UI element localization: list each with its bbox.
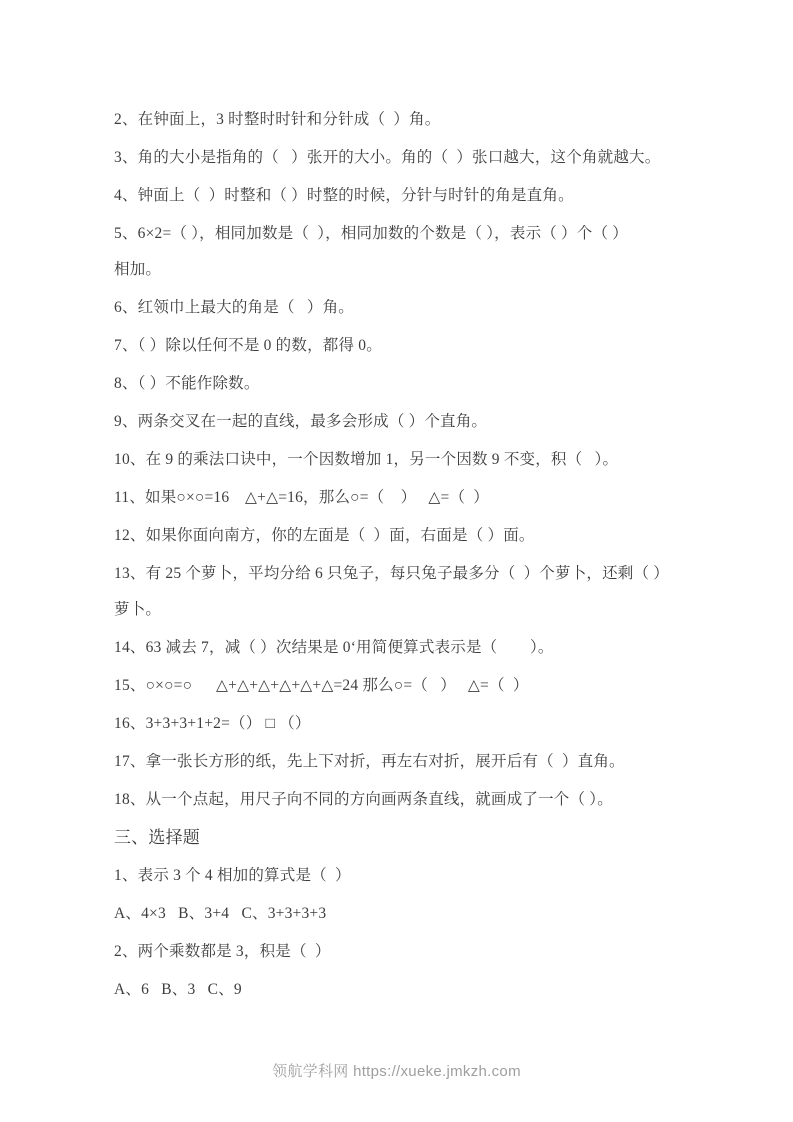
fill-in-question-line: 11、如果○×○=16 △+△=16，那么○=（ ） △=（ ） [114, 489, 489, 506]
fill-in-question [114, 706, 754, 742]
fill-in-question [114, 366, 754, 402]
fill-in-question-line: 3、角的大小是指角的（ ）张开的大小。角的（ ）张口越大，这个角就越大。 [114, 149, 661, 166]
fill-in-question-line: 15、○×○=○ △+△+△+△+△+△=24 那么○=（ ） △=（ ） [114, 677, 529, 694]
choice-question [114, 858, 754, 894]
fill-in-question [114, 518, 754, 554]
fill-in-question [114, 178, 754, 214]
section-header [114, 820, 754, 856]
fill-in-question [114, 404, 754, 440]
fill-in-question-line: 17、拿一张长方形的纸，先上下对折，再左右对折，展开后有（ ）直角。 [114, 753, 625, 770]
fill-in-question [114, 102, 754, 138]
fill-in-question-line: 8、（ ）不能作除数。 [114, 375, 260, 392]
fill-in-question-line: 10、在 9 的乘法口诀中，一个因数增加 1，另一个因数 9 不变，积（ ）。 [114, 451, 619, 468]
fill-in-question [114, 744, 754, 780]
fill-in-question [114, 140, 754, 176]
watermark [0, 1062, 793, 1082]
fill-in-question-line: 18、从一个点起，用尺子向不同的方向画两条直线，就画成了一个（ ）。 [114, 791, 613, 808]
fill-in-question-line: 13、有 25 个萝卜，平均分给 6 只兔子，每只兔子最多分（ ）个萝卜，还剩（ ） [114, 565, 669, 582]
fill-in-question-line: 6、红领巾上最大的角是（ ）角。 [114, 299, 354, 316]
fill-in-question-line: 16、3+3+3+1+2=（） □ （） [114, 715, 311, 732]
fill-in-question-line: 9、两条交叉在一起的直线，最多会形成（ ）个直角。 [114, 413, 488, 430]
fill-in-question [114, 668, 754, 704]
fill-in-question [114, 630, 754, 666]
question-list [114, 102, 754, 1010]
choice-question [114, 934, 754, 970]
choice-options-line: A、6 B、3 C、9 [114, 981, 242, 998]
fill-in-question [114, 556, 754, 628]
fill-in-question [114, 782, 754, 818]
fill-in-question [114, 328, 754, 364]
fill-in-question-line: 7、（ ）除以任何不是 0 的数，都得 0。 [114, 337, 382, 354]
choice-question-line: 2、两个乘数都是 3，积是（ ） [114, 943, 331, 960]
fill-in-question-line: 5、6×2=（ ），相同加数是（ ），相同加数的个数是（ ），表示（ ）个（ ） [114, 225, 628, 242]
fill-in-question-line: 2、在钟面上，3 时整时时针和分针成（ ）角。 [114, 111, 441, 128]
fill-in-question-line: 12、如果你面向南方，你的左面是（ ）面，右面是（ ）面。 [114, 527, 535, 544]
fill-in-question [114, 216, 754, 288]
choice-options-line: A、4×3 B、3+4 C、3+3+3+3 [114, 905, 327, 922]
choice-question-line: 1、表示 3 个 4 相加的算式是（ ） [114, 867, 351, 884]
watermark-text: 领航学科网 https://xueke.jmkzh.com [272, 1063, 521, 1080]
section-header-line: 三、选择题 [114, 828, 200, 847]
choice-options [114, 972, 754, 1008]
fill-in-question-line: 14、63 减去 7，减（ ）次结果是 0‘用简便算式表示是（ ）。 [114, 639, 554, 656]
fill-in-question [114, 290, 754, 326]
fill-in-question-line: 萝卜。 [114, 601, 162, 618]
fill-in-question-line: 4、钟面上（ ）时整和（ ）时整的时候，分针与时针的角是直角。 [114, 187, 574, 204]
fill-in-question [114, 442, 754, 478]
fill-in-question-line: 相加。 [114, 261, 162, 278]
choice-options [114, 896, 754, 932]
fill-in-question [114, 480, 754, 516]
